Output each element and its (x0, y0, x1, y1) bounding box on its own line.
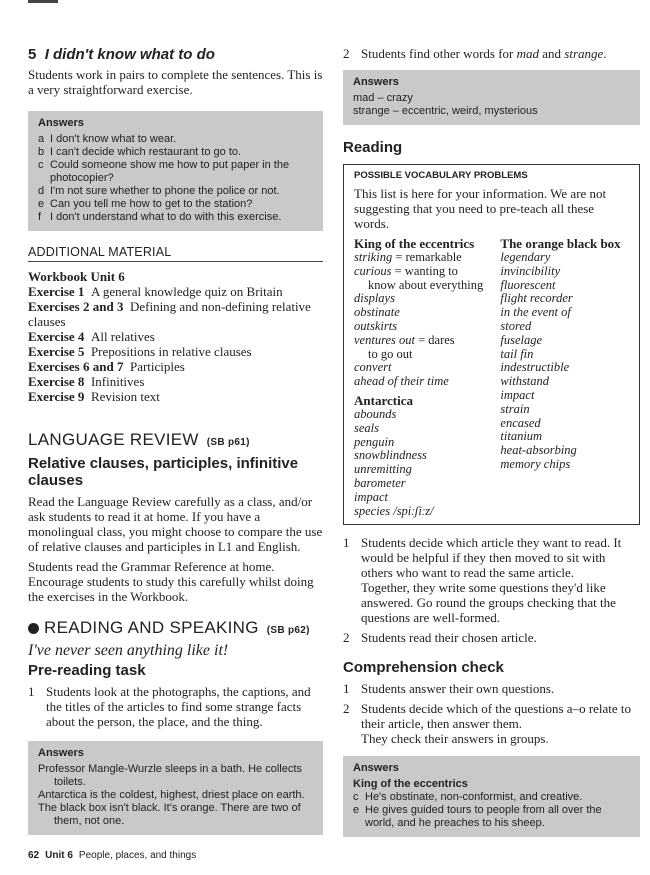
vocab-gloss: to go out (368, 346, 413, 361)
answer-row (38, 146, 313, 159)
reading-speaking-heading (28, 618, 323, 638)
language-review-p1: Read the Language Review carefully as a class, and/or ask students to read it at home. If you have a monolingual class, you might choose to compare the use of relative clauses and participles in L1 and English. (28, 494, 323, 554)
vocab-word: penguin (354, 434, 395, 449)
exercise-item (28, 299, 323, 329)
left-column (28, 40, 323, 835)
answers-list (353, 791, 630, 830)
vocab-word: withstand (500, 374, 550, 389)
answer-text: He's obstinate, non-conformist, and creative. (365, 791, 583, 804)
answer-text: I don't know what to wear. (50, 133, 177, 145)
vocab-word: obstinate (354, 305, 400, 320)
item-text: Students look at the photographs, the captions, and the titles of the articles to find some strange facts about the person, the place, and the thing. (46, 684, 311, 729)
answers-title: Answers (353, 762, 399, 775)
answer-letter: a (38, 133, 45, 145)
exercise-list (28, 284, 323, 404)
language-review-heading (28, 430, 323, 450)
vocab-word: tail fin (500, 346, 534, 361)
exercise-item (28, 389, 323, 404)
answer-row (38, 159, 313, 185)
item-number: 1 (28, 684, 35, 699)
vocabulary-heading: POSSIBLE VOCABULARY PROBLEMS (354, 170, 528, 181)
answer-letter: c (38, 159, 44, 171)
vocab-group-title: King of the eccentrics (354, 236, 475, 251)
vocab-word: invincibility (500, 263, 561, 278)
vocab-word: heat-absorbing (500, 443, 577, 458)
section-5-heading (28, 46, 323, 63)
vocab-word: barometer (354, 475, 406, 490)
answer-letter: d (38, 185, 45, 197)
answer-letter: e (353, 804, 360, 817)
vocab-word: displays (354, 291, 395, 306)
exercise-item (28, 374, 323, 389)
item-text: They check their answers in groups. (361, 731, 549, 747)
vocab-word: memory chips (500, 456, 571, 471)
answer-text: Could someone show me how to put paper in the photocopier? (50, 159, 290, 184)
answer-letter: e (38, 198, 45, 210)
answers-box-3 (343, 70, 640, 125)
answer-row (38, 133, 313, 146)
additional-material-heading: ADDITIONAL MATERIAL (28, 245, 323, 262)
item-text: Students decide which article they want to read. It would be helpful if they then moved to sit with others who want to read the same article. (361, 535, 622, 581)
item-body (361, 681, 554, 696)
answer-text: I can't decide which restaurant to go to. (50, 146, 242, 158)
reading-speaking-title: READING AND SPEAKING (44, 618, 259, 637)
answer-row (353, 804, 630, 830)
reading-speaking-ref: (SB p62) (266, 625, 310, 636)
exercise-item (28, 284, 323, 299)
answer-text: I don't understand what to do with this exercise. (50, 211, 282, 223)
numbered-item (343, 681, 640, 696)
answer-text: He gives guided tours to people from all over the world, and he preaches to his sheep. (365, 804, 602, 830)
answer-line: Professor Mangle-Wurzle sleeps in a bath. He collects toilets. (38, 763, 302, 788)
numbered-item (343, 630, 640, 645)
vocab-word: strain (500, 401, 530, 416)
item-body (361, 701, 640, 746)
answers-title: Answers (38, 747, 84, 759)
answer-row (38, 185, 313, 198)
vocab-word: curious = wanting to (354, 263, 458, 278)
exercise-label: Exercise 1 (28, 284, 85, 299)
exercise-text: Infinitives (90, 374, 145, 389)
answer-text: Can you tell me how to get to the station? (50, 198, 253, 210)
item-text: Students read their chosen article. (361, 630, 537, 646)
page-footer (28, 850, 196, 861)
answer-line: The black box isn't black. It's orange. There are two of them, not one. (38, 802, 301, 827)
item-body (361, 535, 640, 625)
answer-row (38, 211, 313, 224)
exercise-label: Exercise 8 (28, 374, 85, 389)
comprehension-items (343, 681, 640, 746)
right-column (343, 40, 640, 837)
vocab-word: abounds (354, 406, 397, 421)
section-5-intro: Students work in pairs to complete the sentences. This is a very straightforward exercise. (28, 67, 323, 97)
vocab-word: snowblindness (354, 448, 427, 463)
numbered-item (343, 701, 640, 746)
vocab-word: outskirts (354, 318, 398, 333)
exercise-label: Exercise 4 (28, 329, 85, 344)
vocab-word: convert (354, 360, 392, 375)
vocab-word: titanium (500, 429, 543, 444)
answer-row (38, 198, 313, 211)
unit-title: People, places, and things (78, 850, 197, 861)
item-text: Together, they write some questions they'd like answered. Go round the groups checking that the questions are well-formed. (361, 580, 616, 626)
item-text: Students decide which of the questions a–o relate to their article, then answer them. (361, 701, 632, 732)
vocabulary-box (343, 164, 640, 525)
vocab-word: impact (500, 387, 535, 402)
vocabulary-column-2 (500, 236, 629, 518)
answers-list (38, 763, 313, 828)
vocab-word: fluorescent (500, 277, 556, 292)
vocab-group-title: Antarctica (354, 392, 413, 408)
comprehension-heading: Comprehension check (343, 659, 504, 677)
bullet-icon (28, 623, 39, 634)
item-number: 2 (343, 46, 350, 61)
workbook-title: Workbook Unit 6 (28, 269, 125, 284)
vocab-word: encased (500, 415, 541, 430)
item-text: Students find other words for mad and strange. (361, 46, 607, 61)
prereading-item (28, 684, 323, 729)
exercise-label: Exercises 2 and 3 (28, 299, 124, 314)
exercise-item (28, 359, 323, 374)
vocab-word: legendary (500, 250, 551, 264)
item-number: 1 (343, 535, 350, 551)
vocab-word: ahead of their time (354, 374, 449, 389)
exercise-text: All relatives (90, 329, 155, 344)
vocabulary-columns (354, 236, 629, 518)
exercise-text: Defining and non-defining relative clauses (28, 299, 311, 329)
section-title: I didn't know what to do (44, 46, 215, 63)
vocab-word: seals (354, 420, 379, 435)
item-body (361, 630, 537, 645)
answer-line: mad – crazy (353, 92, 413, 104)
vocab-word: unremitting (354, 462, 412, 477)
exercise-label: Exercise 9 (28, 389, 85, 404)
vocab-group-title: The orange black box (500, 236, 621, 251)
prereading-heading: Pre-reading task (28, 662, 146, 679)
numbered-item (343, 535, 640, 625)
answers-list (353, 92, 630, 118)
reading-heading: Reading (343, 139, 403, 156)
vocab-gloss: know about everything (368, 277, 484, 292)
answer-letter: c (353, 791, 359, 804)
unit-label: Unit 6 (45, 850, 73, 861)
answers-subtitle: King of the eccentrics (353, 778, 468, 791)
vocabulary-intro: This list is here for your information. We are not suggesting that you need to pre-teach all these words. (354, 186, 607, 231)
exercise-text: Revision text (90, 389, 160, 404)
answer-letter: f (38, 211, 42, 223)
answers-box-4 (343, 756, 640, 837)
exercise-text: A general knowledge quiz on Britain (90, 284, 283, 299)
exercise-item (28, 344, 323, 359)
top-rule (28, 0, 58, 3)
item-number: 1 (343, 681, 350, 697)
vocab-word: striking = remarkable (354, 250, 462, 264)
exercise-text: Participles (129, 359, 185, 374)
language-review-subtitle: Relative clauses, participles, infinitive clauses (28, 455, 299, 489)
vocab-word: stored (500, 318, 532, 333)
answers-title: Answers (38, 117, 84, 129)
answer-line: strange – eccentric, weird, mysterious (353, 105, 538, 117)
language-review-p2: Students read the Grammar Reference at home. Encourage students to study this carefully whilst doing the exercises in the Workbook. (28, 559, 314, 604)
find-words-item (343, 46, 640, 61)
section-number: 5 (28, 46, 37, 63)
language-review-ref: (SB p61) (206, 437, 250, 448)
exercise-label: Exercises 6 and 7 (28, 359, 124, 374)
item-text: Students answer their own questions. (361, 681, 555, 697)
reading-speaking-subtitle: I've never seen anything like it! (28, 642, 229, 659)
vocab-word: in the event of (500, 305, 571, 320)
vocab-word: fuselage (500, 332, 543, 347)
page-number: 62 (28, 850, 40, 861)
vocab-word: indestructible (500, 360, 570, 375)
answer-row (353, 791, 630, 804)
vocab-word: ventures out = dares (354, 332, 455, 347)
exercise-text: Prepositions in relative clauses (90, 344, 252, 359)
answers-title: Answers (353, 76, 399, 88)
answer-text: I'm not sure whether to phone the police or not. (50, 185, 280, 197)
vocab-word: species /spiːʃiːz/ (354, 503, 434, 518)
item-number: 2 (343, 701, 350, 717)
answers-box-1 (28, 111, 323, 231)
vocabulary-column-1 (354, 236, 500, 518)
answers-box-2 (28, 741, 323, 835)
language-review-title: LANGUAGE REVIEW (28, 430, 199, 449)
answer-line: Antarctica is the coldest, highest, driest place on earth. (38, 789, 305, 801)
vocab-word: flight recorder (500, 291, 573, 306)
answers-list (38, 133, 313, 224)
answer-letter: b (38, 146, 45, 158)
item-number: 2 (343, 630, 350, 646)
reading-items (343, 535, 640, 645)
vocab-word: impact (354, 489, 389, 504)
exercise-item (28, 329, 323, 344)
exercise-label: Exercise 5 (28, 344, 85, 359)
